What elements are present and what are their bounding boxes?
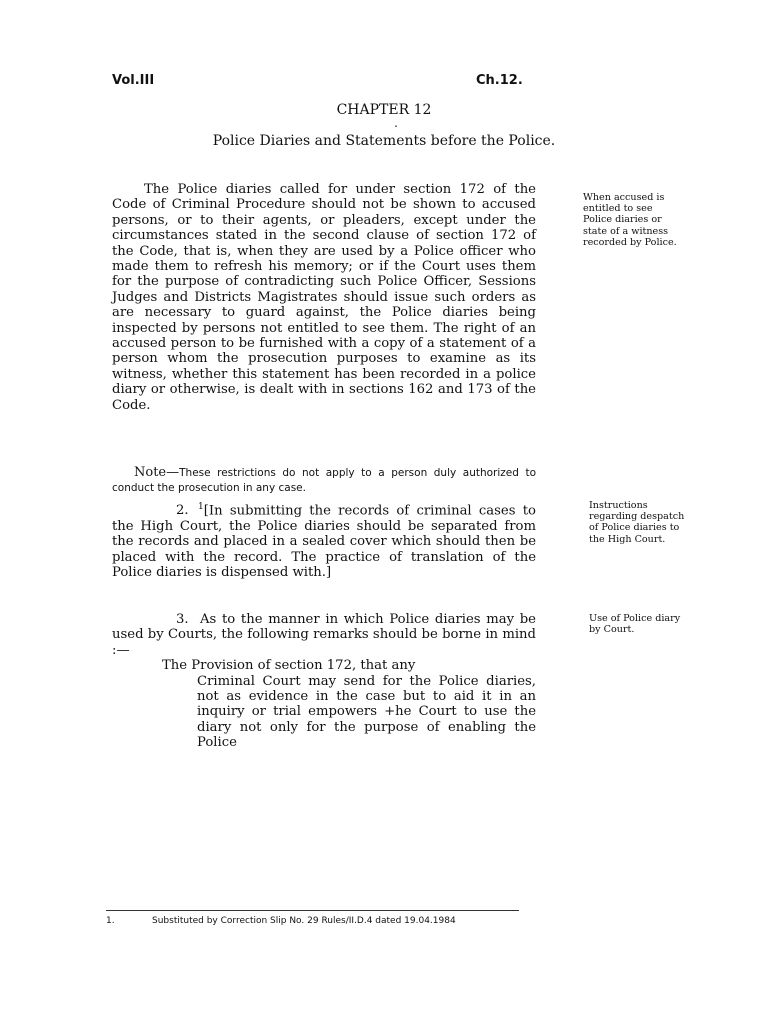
paragraph-2-number: 2.	[176, 503, 189, 519]
chapter-ref-label: Ch.12.	[476, 73, 523, 88]
paragraph-3-number: 3.	[176, 612, 189, 627]
paragraph-1	[112, 182, 536, 413]
margin-note-3: Use of Police diary by Court.	[589, 613, 681, 636]
title-dot: .	[394, 116, 398, 130]
margin-note-1: When accused is entitled to see Police diaries or state of a witness recorded by Police.	[583, 192, 677, 248]
paragraph-3	[112, 612, 536, 751]
margin-note-2: Instructions regarding despatch of Police diaries to the High Court.	[589, 500, 685, 545]
footnote-rule	[106, 910, 519, 911]
volume-label: Vol.III	[112, 73, 155, 88]
note-lead: Note—	[134, 465, 180, 480]
paragraph-1-text: The Police diaries called for under section 172 of the Code of Criminal Procedure should not be shown to accused persons, or to their agents, or pleaders, except under the circumstances stated in the second clause of section 172 of the Code, that is, when they are used by a Police officer who made them to refresh his memory; or if the Court uses them for the purpose of contradicting such Police Officer, Sessions Judges and Districts Magistrates should issue such orders as are necessary to guard against, the Police diaries being inspected by persons not entitled to see them. The right of an accused person to be furnished with a copy of a statement of a person whom the prosecution purposes to examine as its witness, whether this statement has been recorded in a police diary or otherwise, is dealt with in sections 162 and 173 of the Code.	[112, 182, 536, 413]
paragraph-2-text: [In submitting the records of criminal cases to the High Court, the Police diaries should be separated from the records and placed in a sealed cover which should then be placed with the record. The practice of translation of the Police diaries is dispensed with.]	[112, 503, 536, 581]
note-text: These restrictions do not apply to a person duly authorized to conduct the prosecution in any case.	[112, 467, 536, 494]
chapter-subtitle: Police Diaries and Statements before the Police.	[212, 133, 556, 149]
paragraph-2	[112, 500, 536, 580]
footnote-marker: 1	[198, 502, 204, 512]
paragraph-3-sub-text: Criminal Court may send for the Police diaries, not as evidence in the case but to aid it in an inquiry or trial empowers +he Court to use the diary not only for the purpose of enabling the Police	[197, 673, 536, 751]
paragraph-3-text: As to the manner in which Police diaries may be used by Courts, the following remarks should be borne in mind :—	[112, 612, 536, 658]
paragraph-3-sub-lead: The Provision of section 172, that any	[162, 658, 416, 674]
note-block	[112, 465, 536, 496]
footnote-number: 1.	[106, 916, 115, 926]
chapter-title: CHAPTER 12	[336, 102, 432, 118]
footnote-text: Substituted by Correction Slip No. 29 Rules/II.D.4 dated 19.04.1984	[152, 916, 456, 926]
